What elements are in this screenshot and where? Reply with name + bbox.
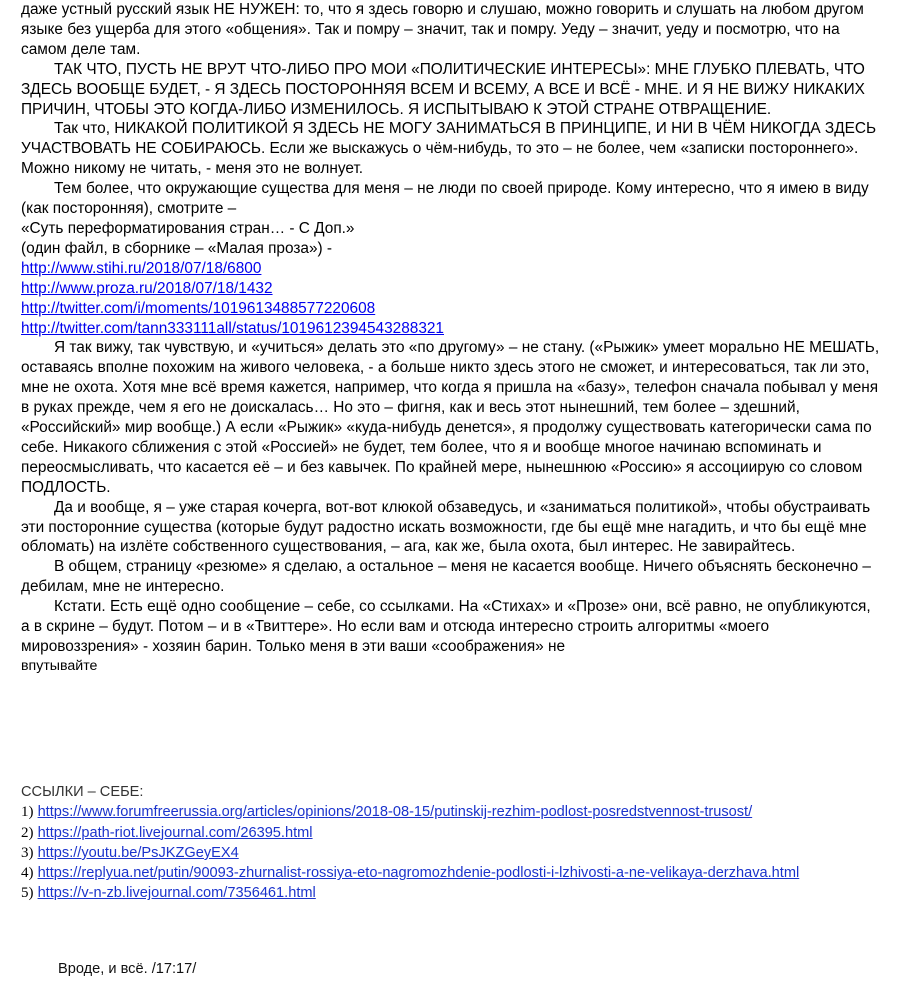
reference-item (21, 823, 883, 843)
paragraph: Тем более, что окружающие существа для меня – не люди по своей природе. Кому интересно, что я имею в виду (как посторонняя), смотрите – (21, 180, 869, 218)
twitter-moments-link[interactable]: http://twitter.com/i/moments/1019613488577220608 (21, 299, 376, 317)
reference-number: 1) (21, 804, 34, 821)
stihi-link[interactable]: http://www.stihi.ru/2018/07/18/6800 (21, 259, 262, 277)
reference-number: 5) (21, 885, 34, 902)
reference-number: 3) (21, 844, 34, 861)
reference-number: 4) (21, 865, 34, 882)
paragraph: Кстати. Есть ещё одно сообщение – себе, со ссылками. На «Стихах» и «Прозе» они, всё равно, не опубликуются, а в скрине – будут. Потом – и в «Твиттере». Но если вам и отсюда интересно строить алгоритмы «моего мировоззрения» - хозяин барин. Только меня в эти ваши «соображения» не (21, 598, 871, 655)
paragraph: В общем, страницу «резюме» я сделаю, а остальное – меня не касается вообще. Ничего объяснять бесконечно – дебилам, мне не интересно. (21, 558, 871, 596)
paragraph: Я так вижу, так чувствую, и «учиться» делать это «по другому» – не стану. («Рыжик» умеет морально НЕ МЕШАТЬ, оставаясь вполне похожим на живого человека, - а больше никто здесь этого не сможет, и интересоваться, так ли это, мне не охота. Хотя мне всё время кажется, например, что когда я пришла на «базу», телефон сначала побывал у меня в руках прежде, чем я его не доискалась… Но это – фигня, как и весь этот нынешний, тем более – здешний, «Российский» мир вообще.) А если «Рыжик» «куда-нибудь денется», я продолжу существовать категорически сама по себе. Никакого сближения с этой «Россией» не будет, тем более, что я и вообще многое начинаю вспоминать и переосмысливать, что касается её – и без кавычек. По крайней мере, нынешнюю «Россию» я ассоциирую со словом ПОДЛОСТЬ. (21, 339, 880, 496)
paragraph: даже устный русский язык НЕ НУЖЕН: то, что я здесь говорю и слушаю, можно говорить и слушать на любом другом языке без ущерба для этого «общения». Так и помру – значит, так и помру. Уеду – значит, уеду и посмотрю, что на самом деле там. (21, 1, 864, 58)
twitter-status-link[interactable]: http://twitter.com/tann333111all/status/1019612394543288321 (21, 319, 444, 337)
paragraph: ТАК ЧТО, ПУСТЬ НЕ ВРУТ ЧТО-ЛИБО ПРО МОИ «ПОЛИТИЧЕСКИЕ ИНТЕРЕСЫ»: МНЕ ГЛУБКО ПЛЕВАТЬ, ЧТО ЗДЕСЬ ВООБЩЕ БУДЕТ, - Я ЗДЕСЬ ПОСТОРОННЯЯ ВСЕМ И ВСЕМУ, А ВСЕ И ВСЁ - МНЕ. И Я НЕ ВИЖУ НИКАКИХ ПРИЧИН, ЧТОБЫ ЭТО КОГДА-ЛИБО ИЗМЕНИЛОСЬ. Я ИСПЫТЫВАЮ К ЭТОЙ СТРАНЕ ОТВРАЩЕНИЕ. (21, 60, 865, 118)
self-references-block (21, 782, 883, 904)
reference-link[interactable]: https://www.forumfreerussia.org/articles/opinions/2018-08-15/putinskij-rezhim-podlost-posredstvennost-trusost/ (37, 804, 753, 821)
references-header: ССЫЛКИ – СЕБЕ: (21, 784, 144, 800)
closing-note: Вроде, и всё. /17:17/ (58, 961, 197, 977)
paragraph: Так что, НИКАКОЙ ПОЛИТИКОЙ Я ЗДЕСЬ НЕ МОГУ ЗАНИМАТЬСЯ В ПРИНЦИПЕ, И НИ В ЧЁМ НИКОГДА ЗДЕСЬ УЧАСТВОВАТЬ НЕ СОБИРАЮСЬ. Если же выскажусь о чём-нибудь, то это – не более, чем «записки постороннего». Можно никому не читать, - меня это не волнует. (21, 120, 877, 178)
reference-link[interactable]: https://replyua.net/putin/90093-zhurnalist-rossiya-eto-nagromozhdenie-podlosti-i-lzhivosti-a-ne-velikaya-derzhava.html (37, 865, 800, 882)
paragraph: «Суть переформатирования стран… - С Доп.» (21, 219, 355, 237)
paragraph: (один файл, в сборнике – «Малая проза») - (21, 239, 333, 257)
reference-link[interactable]: https://youtu.be/PsJKZGeyEX4 (37, 844, 239, 861)
paragraph-tail: впутывайте (21, 657, 98, 674)
reference-item (21, 883, 883, 903)
link-list (21, 259, 883, 339)
paragraph: Да и вообще, я – уже старая кочерга, вот-вот клюкой обзаведусь, и «заниматься политикой», чтобы обустраивать эти посторонние существа (которые будут радостно искать возможности, где бы ещё мне нагадить, и что бы ещё мне обломать) на излёте собственного существования, – ага, как же, была охота, был интерес. Не завирайтесь. (21, 498, 871, 556)
reference-item (21, 802, 883, 822)
proza-link[interactable]: http://www.proza.ru/2018/07/18/1432 (21, 279, 273, 297)
document-body (21, 0, 883, 677)
reference-number: 2) (21, 824, 34, 841)
reference-link[interactable]: https://v-n-zb.livejournal.com/7356461.html (37, 885, 316, 902)
reference-link[interactable]: https://path-riot.livejournal.com/26395.html (37, 824, 313, 841)
reference-item (21, 863, 883, 883)
reference-item (21, 843, 883, 863)
